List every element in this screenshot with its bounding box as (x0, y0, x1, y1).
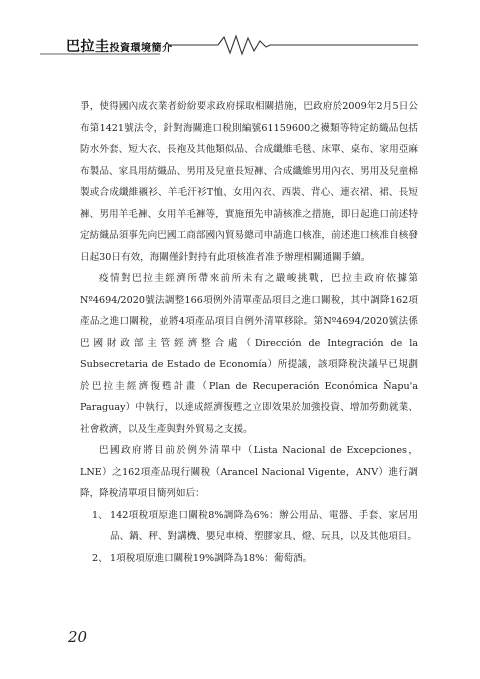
list-item-text: 142項稅項原進口關稅8%調降為6%：辦公用品、電器、手套、家居用品、鍋、秤、對講機、嬰兒車椅、塑膠家具、燈、玩具，以及其他項目。 (110, 509, 418, 542)
list-item-number: 1、 (92, 509, 108, 521)
header-title-main: 巴拉圭 (66, 39, 110, 55)
list-item (80, 548, 418, 570)
list-item-number: 2、 (92, 552, 108, 564)
page-number: 20 (68, 628, 88, 646)
list-item (80, 505, 418, 548)
paragraph-2: 疫情對巴拉圭經濟所帶來前所未有之嚴峻挑戰，巴拉圭政府依據第Nº4694/2020號法調整166項例外清單產品項目之進口關稅，其中調降162項產品之進口關稅，並將4項產品項目自例外清單移除。第Nº4694/2020號法係巴國財政部主管經濟整合處（Dirección de Integración de la Subsecretaria de Estado de Economía）所提議，該項降稅決議早已規劃於巴拉圭經濟復甦計畫（Plan de Recuperación Económica Ñapu'a Paraguay）中執行，以達成經濟復甦之立即效果於加強投資、增加勞動就業、社會救濟，以及生產與對外貿易之支援。 (80, 273, 418, 435)
document-body (80, 96, 418, 569)
paragraph-1: 爭，使得國內成衣業者紛紛要求政府採取相關措施，巴政府於2009年2月5日公布第1421號法令，針對海關進口稅則編號61159600之襪類等特定紡織品包括防水外套、短大衣、長袍及其他類似品、合成纖維毛毯、床單、桌布、家用亞麻布製品、家具用紡織品、男用及兒童長短褲、合成纖維男用內衣、男用及兒童棉製或合成纖維襯衫、羊毛汗衫T恤、女用內衣、西裝、背心、連衣裙、裙、長短褲、男用羊毛褲、女用羊毛褲等，實施預先申請核准之措施，即日起進口前述特定紡織品須事先向巴國工商部國內貿易總司申請進口核准，前述進口核准自核發日起30日有效，海關僅針對持有此項核准者准予辦理相關通關手續。 (80, 101, 418, 263)
list-item-text: 1項稅項原進口關稅19%調降為18%：葡萄酒。 (110, 552, 313, 564)
paragraph-3: 巴國政府將目前於例外清單中（Lista Nacional de Excepciones，LNE）之162項產品現行關稅（Arancel Nacional Vigente，ANV）進行調降，降稅清單項目簡列如后： (80, 445, 418, 499)
header-title-sub: 投資環境簡介 (109, 43, 173, 54)
header-waveform-decoration (0, 33, 480, 57)
